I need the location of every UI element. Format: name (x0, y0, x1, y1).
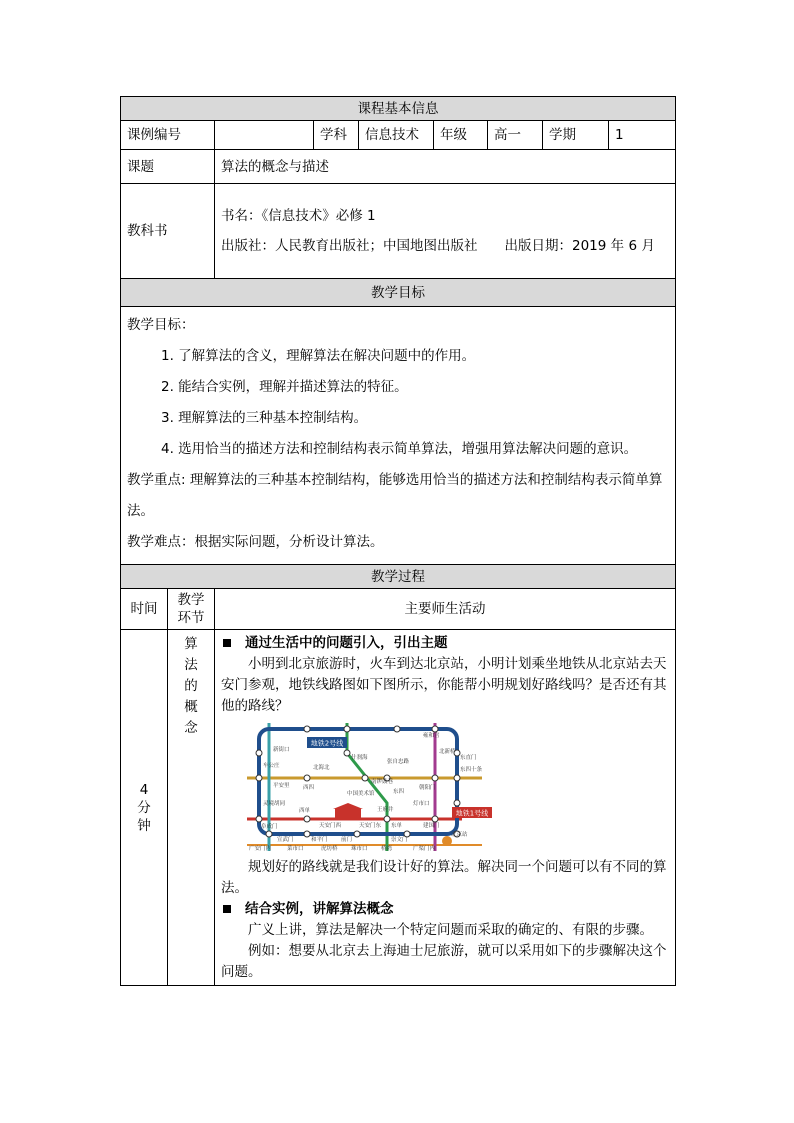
station-label: 车公庄 (263, 763, 280, 769)
square-bullet-icon (223, 639, 231, 647)
key-point: 教学重点: 理解算法的三种基本控制结构，能够选用恰当的描述方法和控制结构表示简单算法。 (127, 472, 663, 519)
station-label: 灯市口 (413, 801, 430, 807)
textbook-label: 教科书 (121, 184, 215, 279)
objective-item: 1. 了解算法的含义，理解算法在解决问题中的作用。 (161, 348, 476, 364)
objective-item: 3. 理解算法的三种基本控制结构。 (161, 410, 368, 426)
subway-map-image (247, 723, 489, 852)
activity-column-header: 主要师生活动 (215, 589, 676, 630)
station-label: 珠市口 (351, 846, 368, 852)
square-bullet-icon (223, 905, 231, 913)
paragraph: 规划好的路线就是我们设计好的算法。解决同一个问题可以有不同的算法。 (221, 859, 667, 896)
station-label: 东单 (391, 823, 403, 829)
textbook-publisher: 出版社：人民教育出版社；中国地图出版社 出版日期：2019 年 6 月 (221, 238, 655, 254)
term-value: 1 (609, 121, 676, 150)
station-label: 西单 (299, 808, 311, 814)
subject-value: 信息技术 (359, 121, 434, 150)
objectives-header: 教学目标 (121, 279, 676, 307)
station-label: 西四 (303, 785, 315, 791)
stage-cell: 算法的概念 (168, 630, 215, 986)
grade-value: 高一 (488, 121, 543, 150)
station-label: 和平门 (311, 837, 328, 843)
station-label: 前门 (341, 837, 353, 843)
bullet-heading (221, 633, 669, 654)
station-label: 虎坊桥 (321, 846, 338, 852)
station-label: 北海北 (313, 765, 330, 771)
case-number-value (215, 121, 314, 150)
term-label: 学期 (543, 121, 609, 150)
lesson-plan (120, 96, 675, 986)
station-label: 北新桥 (439, 749, 456, 755)
station-label: 崇文门 (391, 837, 408, 843)
line1-label: 地铁1号线 (455, 809, 489, 818)
objective-item: 2. 能结合实例，理解并描述算法的特征。 (161, 379, 408, 395)
station-label: 张自忠路 (387, 759, 410, 765)
line2-label: 地铁2号线 (310, 739, 344, 748)
station-label: 天安门西 (319, 823, 342, 829)
paragraph: 小明到北京旅游时，火车到达北京站，小明计划乘坐地铁从北京站去天安门参观，地铁线路图如下图所示，你能帮小明规划好路线吗？是否还有其他的路线？ (221, 656, 667, 714)
process-header: 教学过程 (121, 565, 676, 589)
station-label: 建国门 (423, 823, 440, 829)
station-label: 天安门东 (359, 823, 382, 829)
time-column-header: 时间 (121, 589, 168, 630)
station-label: 朝阳门 (419, 785, 436, 791)
station-label: 雍和宫 (423, 733, 440, 739)
objectives-body (121, 307, 676, 565)
stage-column-header: 教学环节 (168, 589, 215, 630)
station-label: 王府井 (377, 807, 394, 813)
paragraph: 广义上讲，算法是解决一个特定问题而采取的确定的、有限的步骤。 (248, 922, 653, 938)
case-number-label: 课例编号 (121, 121, 215, 150)
station-label: 桥湾 (381, 846, 393, 852)
topic-label: 课题 (121, 150, 215, 184)
station-label: 广渠门内 (413, 846, 436, 852)
activity-cell (215, 630, 676, 986)
bullet-text: 结合实例，讲解算法概念 (245, 901, 394, 917)
station-label: 阜成门 (261, 824, 278, 830)
bullet-text: 通过生活中的问题引入，引出主题 (245, 635, 448, 651)
textbook-info (215, 184, 676, 279)
station-label: 菜市口 (287, 846, 304, 852)
station-label: 北京站 (451, 832, 468, 838)
objective-item: 4. 选用恰当的描述方法和控制结构表示简单算法，增强用算法解决问题的意识。 (161, 441, 638, 457)
lesson-table (120, 96, 676, 986)
paragraph: 例如：想要从北京去上海迪士尼旅游，就可以采用如下的步骤解决这个问题。 (221, 943, 667, 980)
bullet-heading (221, 899, 669, 920)
station-label: 东直门 (460, 755, 477, 761)
station-label: 广安门内 (249, 846, 272, 852)
subject-label: 学科 (314, 121, 359, 150)
station-label: 宣武门 (277, 837, 294, 843)
grade-label: 年级 (434, 121, 488, 150)
station-label: 东四十条 (460, 767, 483, 773)
station-label: 平安里 (273, 783, 290, 789)
time-cell: 4分钟 (121, 630, 168, 986)
station-label: 南锣鼓巷 (371, 779, 394, 785)
station-label: 什刹海 (351, 755, 368, 761)
station-label: 新街口 (273, 747, 290, 753)
basic-info-header: 课程基本信息 (121, 97, 676, 121)
station-label: 中国美术馆 (347, 791, 375, 797)
difficulty: 教学难点：根据实际问题，分析设计算法。 (127, 534, 384, 550)
station-label: 东四 (393, 789, 405, 795)
objectives-intro: 教学目标： (127, 317, 195, 333)
station-label: 灵境胡同 (263, 801, 286, 807)
topic-value: 算法的概念与描述 (215, 150, 676, 184)
textbook-title: 书名：《信息技术》必修 1 (221, 208, 376, 224)
